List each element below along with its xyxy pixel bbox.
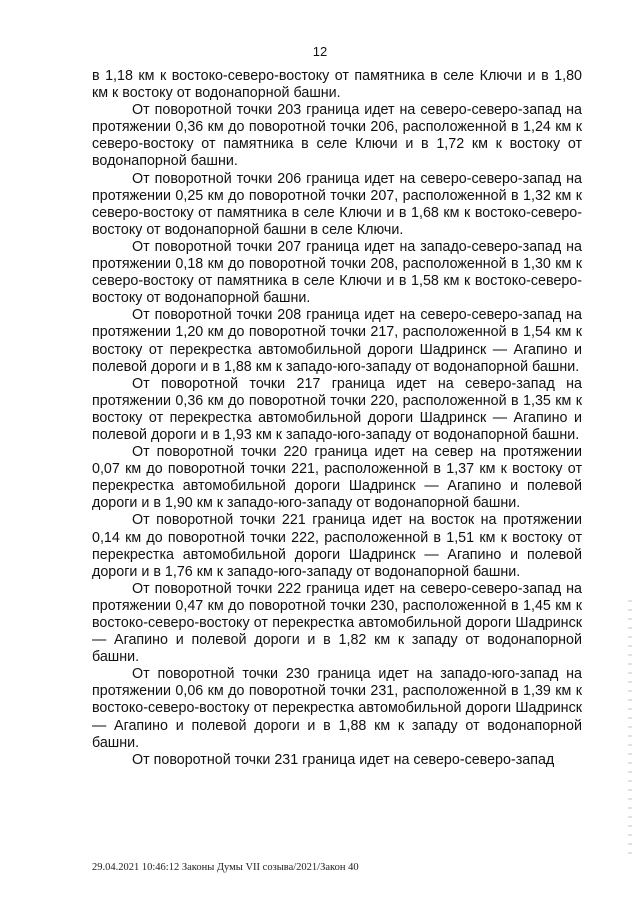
paragraph-10: От поворотной точки 230 граница идет на западо-юго-запад на протяжении 0,06 км до поворотной точки 231, расположенной в 1,39 км к востоко-северо-востоку от перекрестка автомобильной дороги Шадринск — Агапино и полевой дороги и в 1,88 км к западу от водонапорной башни. [92, 666, 582, 751]
paragraph-4: От поворотной точки 207 граница идет на западо-северо-запад на протяжении 0,18 км до поворотной точки 208, расположенной в 1,30 км к северо-востоку от памятника в селе Ключи и в 1,58 км к востоко-северо-востоку от водонапорной башни. [92, 238, 582, 307]
paragraph-6: От поворотной точки 217 граница идет на северо-запад на протяжении 0,36 км до поворотной точки 220, расположенной в 1,35 км к востоку от перекрестка автомобильной дороги Шадринск — Агапино и полевой дороги и в 1,93 км к западо-юго-западу от водонапорной башни. [92, 375, 582, 443]
paragraph-2: От поворотной точки 203 граница идет на северо-северо-запад на протяжении 0,36 км до поворотной точки 206, расположенной в 1,24 км к северо-востоку от памятника в селе Ключи и в 1,72 км к востоку от водонапорной башни. [92, 102, 582, 170]
paragraph-9: От поворотной точки 222 граница идет на северо-северо-запад на протяжении 0,47 км до поворотной точки 230, расположенной в 1,45 км к востоко-северо-востоку от перекрестка автомобильной дороги Шадринск — Агапино и полевой дороги и в 1,82 км к западу от водонапорной башни. [92, 580, 582, 666]
paragraph-5: От поворотной точки 208 граница идет на северо-северо-запад на протяжении 1,20 км до поворотной точки 217, расположенной в 1,54 км к востоку от перекрестка автомобильной дороги Шадринск — Агапино и полевой дороги и в 1,88 км к западо-юго-западу от водонапорной башни. [92, 307, 582, 375]
margin-scan-marks [628, 600, 632, 860]
paragraph-1: в 1,18 км к востоко-северо-востоку от памятника в селе Ключи и в 1,80 км к востоку от водонапорной башни. [92, 68, 582, 102]
paragraph-8: От поворотной точки 221 граница идет на восток на протяжении 0,14 км до поворотной точки 222, расположенной в 1,51 км к востоку от перекрестка автомобильной дороги Шадринск — Агапино и полевой дороги и в 1,76 км к западо-юго-западу от водонапорной башни. [92, 512, 582, 580]
paragraph-3: От поворотной точки 206 граница идет на северо-северо-запад на протяжении 0,25 км до поворотной точки 207, расположенной в 1,32 км к северо-востоку от памятника в селе Ключи и в 1,68 км к востоко-северо-востоку от водонапорной башни в селе Ключи. [92, 170, 582, 238]
paragraph-7: От поворотной точки 220 граница идет на север на протяжении 0,07 км до поворотной точки 221, расположенной в 1,37 км к востоку от перекрестка автомобильной дороги Шадринск — Агапино и полевой дороги и в 1,90 км к западо-юго-западу от водонапорной башни. [92, 444, 582, 512]
document-body [92, 68, 582, 769]
document-footer: 29.04.2021 10:46:12 Законы Думы VII созыва/2021/Закон 40 [92, 862, 359, 873]
page-number: 12 [312, 44, 328, 59]
paragraph-11: От поворотной точки 231 граница идет на северо-северо-запад [132, 751, 555, 768]
